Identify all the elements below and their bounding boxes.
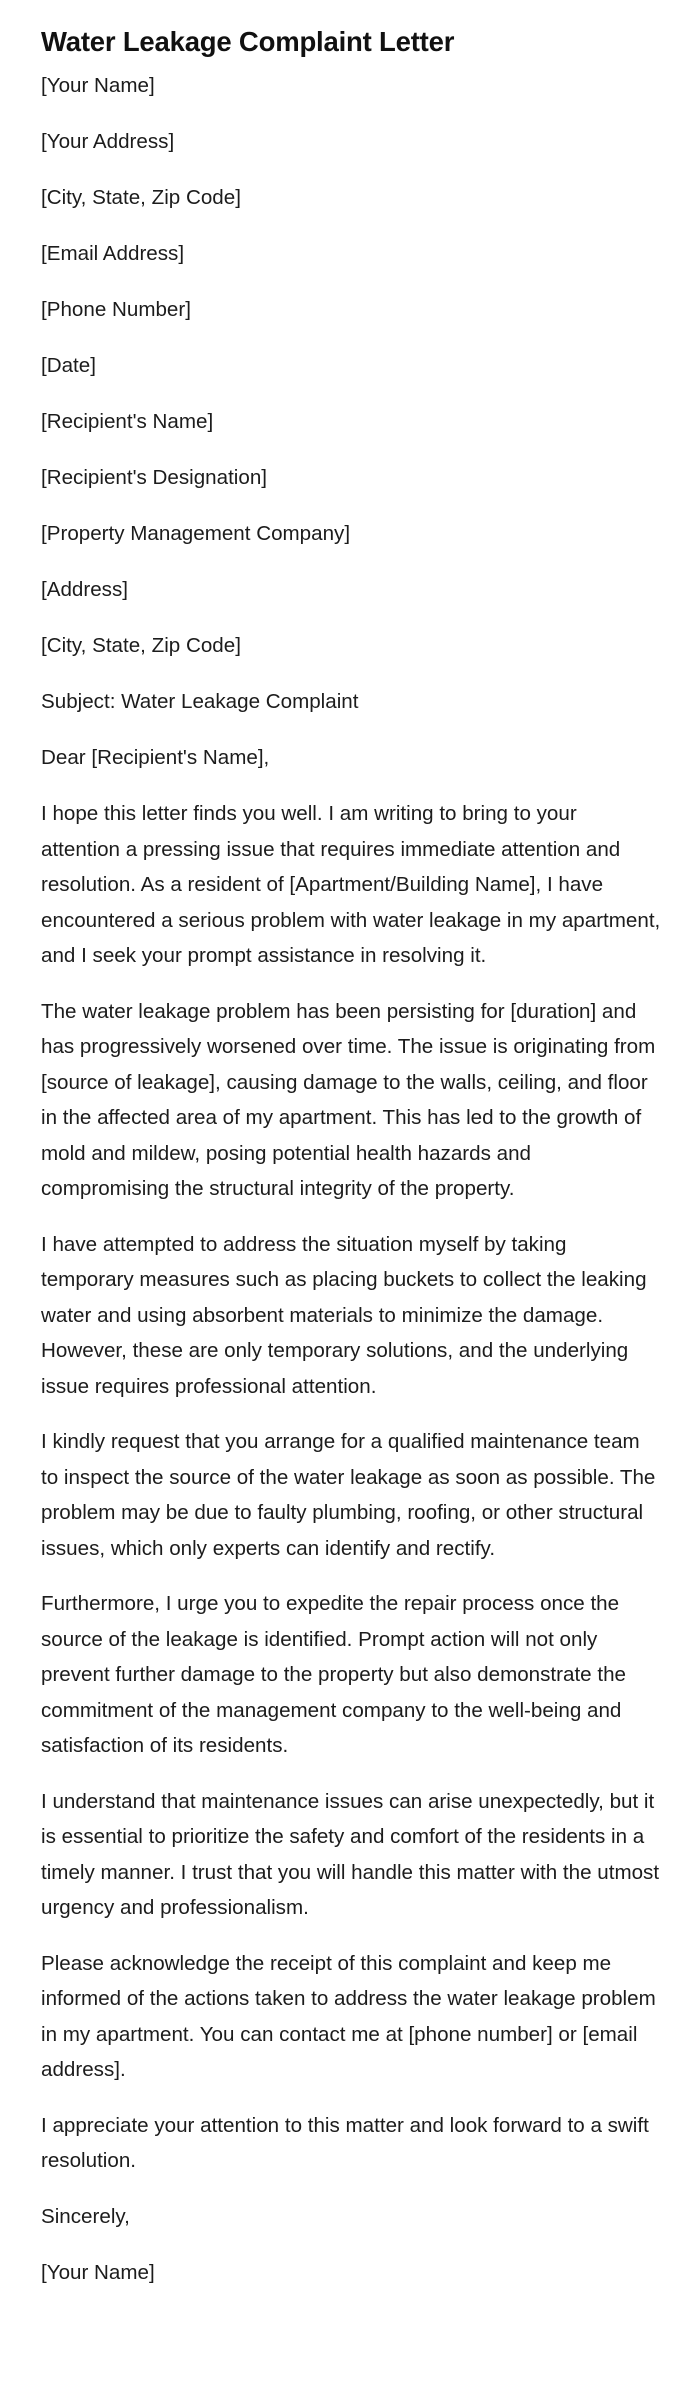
body-paragraph-2: The water leakage problem has been persisting for [duration] and has progressively worsened over time. The issue is originating from [source of leakage], causing damage to the walls, ceiling, and floor in the affected area of my apartment. This has led to the growth of mold and mildew, posing potential health hazards and compromising the structural integrity of the property. (41, 999, 656, 1200)
sender-email: [Email Address] (41, 242, 185, 265)
recipient-city-state-zip: [City, State, Zip Code] (41, 634, 241, 657)
sender-name: [Your Name] (41, 74, 155, 97)
sender-city-state-zip: [City, State, Zip Code] (41, 186, 241, 209)
letter-closing: Sincerely, (41, 2204, 130, 2228)
recipient-address: [Address] (41, 578, 128, 601)
letter-page (41, 22, 661, 2291)
body-paragraph-7: Please acknowledge the receipt of this complaint and keep me informed of the actions taken to address the water leakage problem in my apartment. You can contact me at [phone number] or [email address]. (41, 1951, 656, 2081)
letter-salutation: Dear [Recipient's Name], (41, 746, 270, 769)
body-paragraph-3: I have attempted to address the situation myself by taking temporary measures such as placing buckets to collect the leaking water and using absorbent materials to minimize the damage. However, these are only temporary solutions, and the underlying issue requires professional attention. (41, 1232, 647, 1398)
body-paragraph-1: I hope this letter finds you well. I am writing to bring to your attention a pressing issue that requires immediate attention and resolution. As a resident of [Apartment/Building Name], I have encountered a serious problem with water leakage in my apartment, and I seek your prompt assistance in resolving it. (41, 802, 661, 967)
sender-address: [Your Address] (41, 130, 175, 153)
body-paragraph-4: I kindly request that you arrange for a qualified maintenance team to inspect the source of the water leakage as soon as possible. The problem may be due to faulty plumbing, roofing, or other structural issues, which only experts can identify and rectify. (41, 1430, 656, 1560)
letter-subject: Subject: Water Leakage Complaint (41, 690, 359, 713)
recipient-name: [Recipient's Name] (41, 410, 214, 433)
recipient-company: [Property Management Company] (41, 522, 351, 545)
letter-date: [Date] (41, 354, 96, 377)
letter-title: Water Leakage Complaint Letter (41, 26, 455, 57)
letter-signature: [Your Name] (41, 2260, 155, 2284)
sender-phone: [Phone Number] (41, 298, 191, 321)
body-paragraph-8: I appreciate your attention to this matter and look forward to a swift resolution. (41, 2113, 649, 2172)
body-paragraph-5: Furthermore, I urge you to expedite the repair process once the source of the leakage is identified. Prompt action will not only prevent further damage to the property but also demonstrate the commitment of the management company to the well-being and satisfaction of its residents. (41, 1592, 626, 1757)
recipient-designation: [Recipient's Designation] (41, 466, 268, 489)
body-paragraph-6: I understand that maintenance issues can arise unexpectedly, but it is essential to prioritize the safety and comfort of the residents in a timely manner. I trust that you will handle this matter with the utmost urgency and professionalism. (41, 1789, 660, 1919)
